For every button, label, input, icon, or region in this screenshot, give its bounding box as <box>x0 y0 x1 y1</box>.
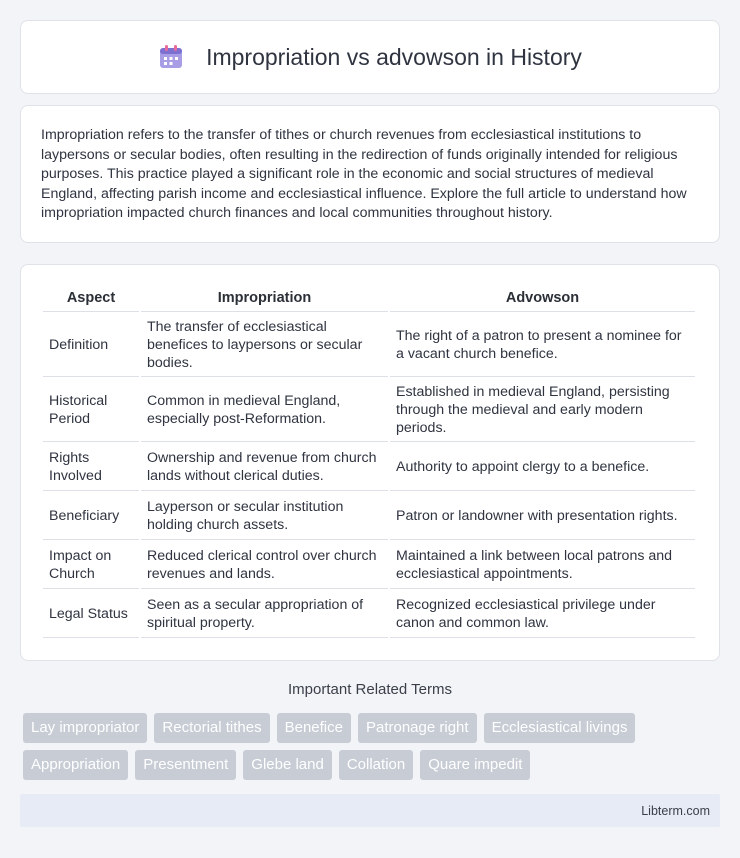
tag-quare-impedit[interactable]: Quare impedit <box>420 750 530 780</box>
row-advowson: Established in medieval England, persisting through the medieval and early modern periods. <box>390 379 695 442</box>
row-advowson: Patron or landowner with presentation rights. <box>390 493 695 540</box>
comparison-table <box>41 283 697 640</box>
tag-glebe-land[interactable]: Glebe land <box>243 750 332 780</box>
table-row <box>43 444 695 491</box>
header-impropriation: Impropriation <box>141 285 388 312</box>
row-advowson: Recognized ecclesiastical privilege under canon and common law. <box>390 591 695 638</box>
row-impropriation: Ownership and revenue from church lands without clerical duties. <box>141 444 388 491</box>
row-impropriation: Seen as a secular appropriation of spiritual property. <box>141 591 388 638</box>
tag-collation[interactable]: Collation <box>339 750 413 780</box>
footer-brand-link[interactable]: Libterm.com <box>641 803 710 818</box>
tag-ecclesiastical-livings[interactable]: Ecclesiastical livings <box>484 713 636 743</box>
row-advowson: Authority to appoint clergy to a benefice. <box>390 444 695 491</box>
row-impropriation: Common in medieval England, especially post-Reformation. <box>141 379 388 442</box>
comparison-table-card <box>20 264 720 661</box>
header-aspect: Aspect <box>43 285 139 312</box>
row-aspect: Legal Status <box>43 591 139 638</box>
tag-appropriation[interactable]: Appropriation <box>23 750 128 780</box>
row-advowson: The right of a patron to present a nominee for a vacant church benefice. <box>390 314 695 377</box>
row-aspect: Rights Involved <box>43 444 139 491</box>
tag-lay-impropriator[interactable]: Lay impropriator <box>23 713 147 743</box>
table-header-row <box>43 285 695 312</box>
table-row <box>43 379 695 442</box>
row-aspect: Impact on Church <box>43 542 139 589</box>
row-advowson: Maintained a link between local patrons and ecclesiastical appointments. <box>390 542 695 589</box>
header-advowson: Advowson <box>390 285 695 312</box>
table-row <box>43 493 695 540</box>
tag-patronage-right[interactable]: Patronage right <box>358 713 477 743</box>
footer <box>20 794 720 827</box>
intro-text: Impropriation refers to the transfer of tithes or church revenues from ecclesiastical institutions to laypersons or secular bodies, often resulting in the redirection of funds originally intended for religious purposes. This practice played a significant role in the economic and social structures of medieval England, affecting parish income and ecclesiastical influence. Explore the full article to understand how impropriation impacted church finances and local communities throughout history. <box>41 127 687 222</box>
tag-presentment[interactable]: Presentment <box>135 750 236 780</box>
row-impropriation: Reduced clerical control over church revenues and lands. <box>141 542 388 589</box>
page-title: Impropriation vs advowson in History <box>206 43 582 70</box>
table-row <box>43 314 695 377</box>
intro-card <box>20 105 720 243</box>
tag-benefice[interactable]: Benefice <box>277 713 351 743</box>
row-impropriation: The transfer of ecclesiastical benefices to laypersons or secular bodies. <box>141 314 388 377</box>
calendar-icon <box>158 44 184 70</box>
table-row <box>43 542 695 589</box>
row-aspect: Beneficiary <box>43 493 139 540</box>
related-terms-list <box>23 713 723 787</box>
row-impropriation: Layperson or secular institution holding church assets. <box>141 493 388 540</box>
tag-rectorial-tithes[interactable]: Rectorial tithes <box>154 713 269 743</box>
table-row <box>43 591 695 638</box>
title-card <box>20 20 720 94</box>
related-terms-title: Important Related Terms <box>288 681 452 698</box>
row-aspect: Historical Period <box>43 379 139 442</box>
row-aspect: Definition <box>43 314 139 377</box>
